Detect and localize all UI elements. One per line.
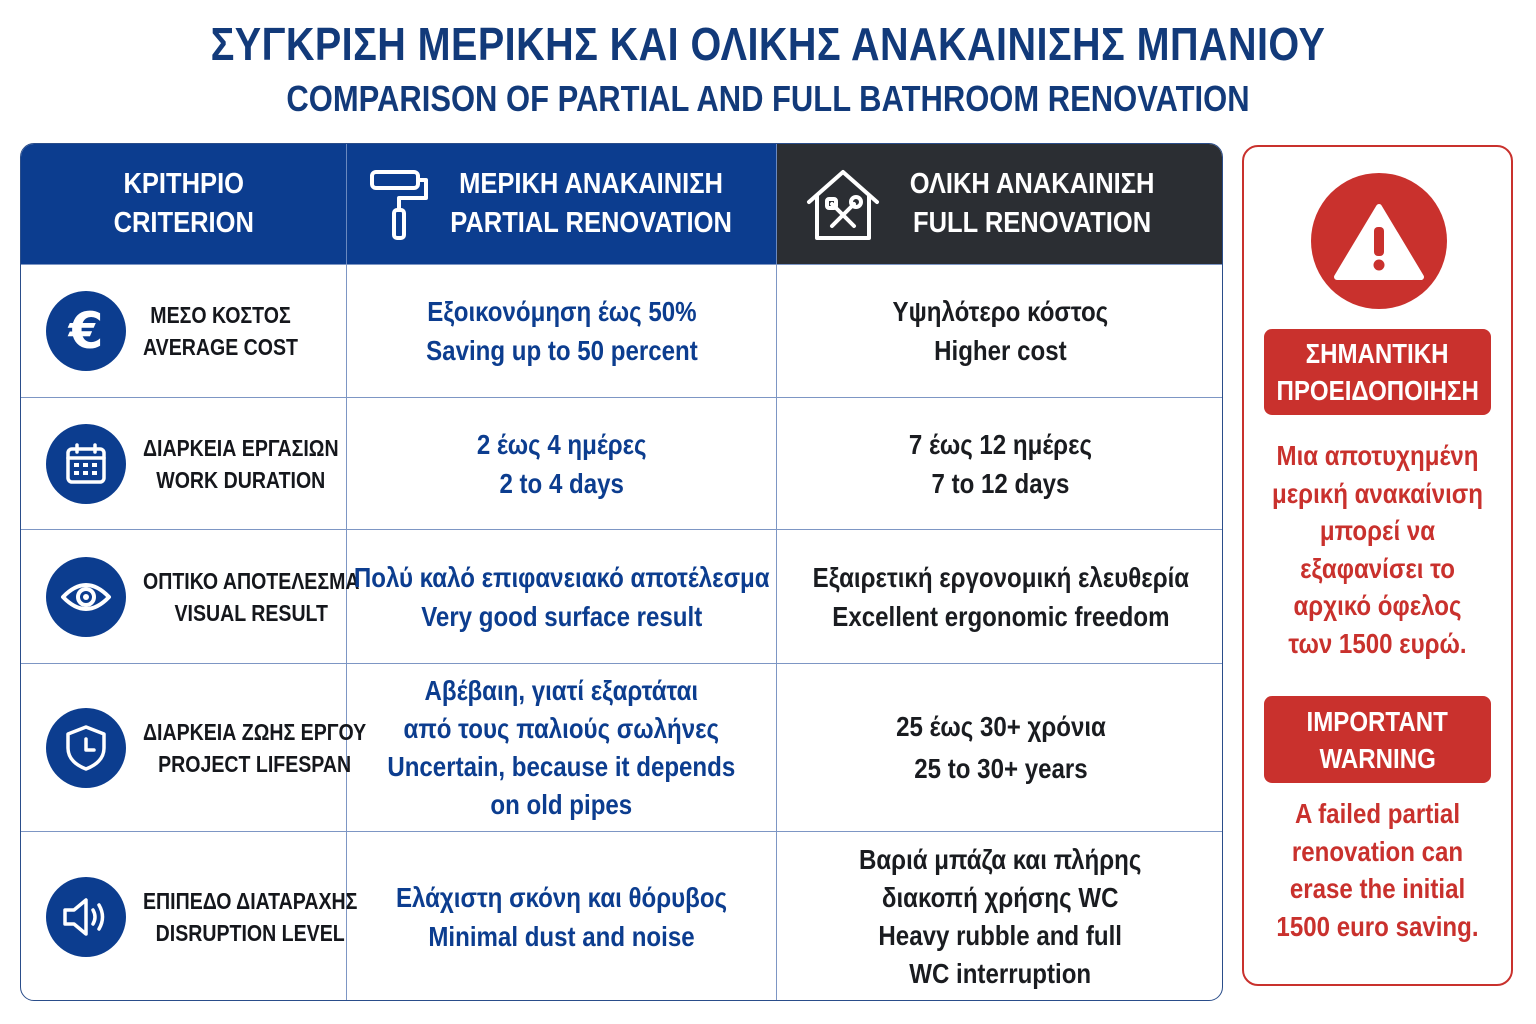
- warning-badge-line: IMPORTANT: [1306, 705, 1449, 737]
- warning-text-line: εξαφανίσει το: [1300, 552, 1455, 584]
- full-text: 7 έως 12 ημέρες: [908, 428, 1093, 460]
- full-text: Εξαιρετική εργονομική ελευθερία: [812, 561, 1189, 593]
- warning-badge-english: [1264, 696, 1491, 783]
- table-row: [21, 529, 1223, 663]
- header-criterion-en: CRITERION: [113, 207, 254, 239]
- full-text: Υψηλότερο κόστος: [892, 296, 1109, 327]
- warning-text-line: μπορεί να: [1319, 515, 1436, 547]
- warning-text-line: A failed partial: [1294, 798, 1461, 829]
- page-title-english: COMPARISON OF PARTIAL AND FULL BATHROOM RENOVATION: [286, 78, 1250, 119]
- warning-panel: [1242, 145, 1513, 986]
- euro-icon: €: [46, 291, 126, 371]
- table-row: [21, 831, 1223, 1001]
- warning-text-line: μερική ανακαίνιση: [1272, 477, 1483, 509]
- criterion-cell: [21, 664, 367, 831]
- warning-text-line: Μια αποτυχημένη: [1276, 440, 1479, 471]
- table-row: [21, 663, 1223, 831]
- page-header: [0, 12, 1536, 122]
- warning-badge-line: ΣΗΜΑΝΤΙΚΗ: [1306, 338, 1449, 369]
- partial-text: Minimal dust and noise: [428, 921, 695, 952]
- page-title-greek: ΣΥΓΚΡΙΣΗ ΜΕΡΙΚΗΣ ΚΑΙ ΟΛΙΚΗΣ ΑΝΑΚΑΙΝΙΣΗΣ ΜΠΑΝΙΟΥ: [210, 18, 1326, 70]
- partial-cell: [347, 530, 777, 663]
- criterion-cell: [21, 265, 347, 397]
- partial-text: Εξοικονόμηση έως 50%: [426, 296, 697, 327]
- criterion-label-en: AVERAGE COST: [143, 334, 298, 360]
- header-criterion: [21, 144, 347, 264]
- criterion-label-en: PROJECT LIFESPAN: [158, 750, 352, 777]
- full-text: διακοπή χρήσης WC: [882, 882, 1119, 913]
- warning-text-line: 1500 euro saving.: [1276, 910, 1479, 942]
- header-partial-gr: ΜΕΡΙΚΗ ΑΝΑΚΑΙΝΙΣΗ: [459, 168, 724, 200]
- full-text: Higher cost: [934, 335, 1067, 366]
- paint-roller-icon: [369, 166, 431, 247]
- full-cell: [777, 832, 1223, 1001]
- partial-text: Ελάχιστη σκόνη και θόρυβος: [395, 882, 728, 913]
- calendar-icon: [46, 424, 126, 504]
- criterion-label-en: DISRUPTION LEVEL: [155, 920, 345, 946]
- partial-text: Uncertain, because it depends: [387, 750, 736, 782]
- speaker-icon: [46, 877, 126, 957]
- warning-badge-greek: [1264, 329, 1491, 415]
- full-text: 25 to 30+ years: [913, 752, 1088, 784]
- warning-text-english: [1244, 795, 1511, 945]
- criterion-label-gr: ΔΙΑΡΚΕΙΑ ΖΩΗΣ ΕΡΓΟΥ: [143, 718, 367, 745]
- criterion-label-gr: ΕΠΙΠΕΔΟ ΔΙΑΤΑΡΑΧΗΣ: [143, 888, 358, 914]
- full-text: 25 έως 30+ χρόνια: [895, 710, 1106, 742]
- full-cell: [777, 530, 1223, 663]
- full-cell: [777, 265, 1223, 397]
- warning-triangle-icon: [1311, 173, 1447, 309]
- full-text: Heavy rubble and full: [878, 920, 1123, 951]
- shield-clock-icon: [46, 708, 126, 788]
- criterion-cell: [21, 530, 360, 663]
- warning-text-line: renovation can: [1291, 835, 1464, 867]
- table-row: [21, 264, 1223, 397]
- table-row: [21, 397, 1223, 529]
- comparison-table: [20, 143, 1223, 1001]
- partial-cell: [347, 832, 777, 1001]
- full-cell: [777, 664, 1223, 831]
- partial-text: Saving up to 50 percent: [425, 335, 698, 366]
- full-text: WC interruption: [909, 958, 1092, 989]
- warning-text-line: erase the initial: [1289, 873, 1466, 905]
- partial-cell: [347, 398, 777, 529]
- full-text: 7 to 12 days: [931, 467, 1070, 499]
- criterion-cell: [21, 398, 347, 529]
- warning-badge-line: WARNING: [1319, 742, 1436, 774]
- partial-cell: [347, 664, 777, 831]
- full-text: Βαριά μπάζα και πλήρης: [859, 844, 1142, 875]
- warning-text-greek: [1244, 437, 1511, 663]
- header-partial-renovation: [347, 144, 777, 264]
- partial-text: από τους παλιούς σωλήνες: [403, 712, 720, 744]
- warning-badge-line: ΠΡΟΕΙΔΟΠΟΙΗΣΗ: [1276, 375, 1479, 406]
- criterion-cell: [21, 832, 358, 1001]
- header-criterion-gr: ΚΡΙΤΗΡΙΟ: [123, 168, 244, 200]
- full-cell: [777, 398, 1223, 529]
- partial-text: 2 έως 4 ημέρες: [476, 428, 647, 460]
- header-partial-en: PARTIAL RENOVATION: [450, 207, 733, 239]
- partial-cell: [347, 265, 777, 397]
- full-text: Excellent ergonomic freedom: [831, 600, 1170, 632]
- criterion-label-en: VISUAL RESULT: [174, 599, 328, 626]
- criterion-label-gr: ΔΙΑΡΚΕΙΑ ΕΡΓΑΣΙΩΝ: [143, 434, 339, 461]
- partial-text: Πολύ καλό επιφανειακό αποτέλεσμα: [353, 561, 770, 593]
- criterion-label-gr: ΜΕΣΟ ΚΟΣΤΟΣ: [150, 302, 291, 328]
- partial-text: 2 to 4 days: [499, 467, 624, 499]
- header-full-renovation: [777, 144, 1223, 264]
- partial-text: Very good surface result: [420, 600, 703, 632]
- criterion-label-gr: ΟΠΤΙΚΟ ΑΠΟΤΕΛΕΣΜΑ: [143, 567, 360, 594]
- eye-icon: [46, 557, 126, 637]
- warning-text-line: αρχικό όφελος: [1293, 590, 1462, 622]
- criterion-label-en: WORK DURATION: [156, 466, 326, 493]
- partial-text: on old pipes: [490, 788, 633, 820]
- partial-text: Αβέβαιη, γιατί εξαρτάται: [424, 674, 699, 706]
- warning-text-line: των 1500 ευρώ.: [1288, 627, 1467, 659]
- header-full-en: FULL RENOVATION: [913, 207, 1152, 239]
- house-tools-icon: [805, 166, 881, 247]
- header-full-gr: ΟΛΙΚΗ ΑΝΑΚΑΙΝΙΣΗ: [910, 168, 1155, 200]
